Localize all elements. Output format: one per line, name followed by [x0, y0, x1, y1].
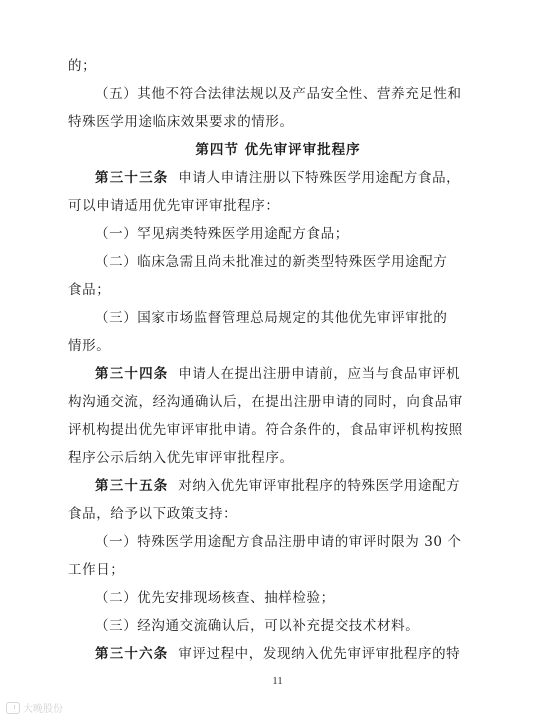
body-text-line: （一）特殊医学用途配方食品注册申请的审评时限为 30 个 [95, 534, 462, 550]
body-text-line: 程序公示后纳入优先审评审批程序。 [68, 450, 294, 466]
body-text-line: （五）其他不符合法律法规以及产品安全性、营养充足性和 [95, 86, 462, 102]
article-number: 第三十五条 [95, 478, 169, 494]
body-text-line: 情形。 [68, 338, 111, 354]
body-text-line: 食品； [68, 282, 111, 298]
article-number: 第三十六条 [95, 646, 169, 662]
body-text-line: 的； [68, 58, 97, 74]
body-text-line: 构沟通交流，经沟通确认后，在提出注册申请的同时，向食品审 [68, 394, 463, 410]
article-text: 申请人在提出注册申请前，应当与食品审评机 [168, 366, 461, 382]
article-line [68, 164, 488, 192]
article-line [68, 472, 488, 500]
article-line [68, 640, 488, 668]
article-number: 第三十四条 [95, 366, 169, 382]
body-text-line: （三）经沟通交流确认后，可以补充提交技术材料。 [95, 618, 420, 634]
body-text-line: （二）优先安排现场核查、抽样检验； [95, 590, 335, 606]
page-body [68, 52, 488, 668]
article-text: 审评过程中，发现纳入优先审评审批程序的特 [168, 646, 461, 662]
body-text-line: 特殊医学用途临床效果要求的情形。 [68, 114, 294, 130]
article-line [68, 360, 488, 388]
watermark [6, 700, 63, 715]
body-text-line: 评机构提出优先审评审批申请。符合条件的，食品审评机构按照 [68, 422, 463, 438]
body-text-line: 工作日； [68, 562, 125, 578]
body-text-line: 食品，给予以下政策支持： [68, 506, 238, 522]
watermark-text: 大晚股份 [23, 704, 63, 715]
watermark-logo-icon [6, 702, 20, 714]
body-text-line: （三）国家市场监督管理总局规定的其他优先审评审批的 [95, 310, 448, 326]
page-number: 11 [272, 675, 283, 687]
body-text-line: （二）临床急需且尚未批准过的新类型特殊医学用途配方 [95, 254, 448, 270]
section-heading: 第四节 优先审评审批程序 [195, 142, 361, 158]
article-text: 对纳入优先审评审批程序的特殊医学用途配方 [168, 478, 461, 494]
article-number: 第三十三条 [95, 170, 169, 186]
article-text: 申请人申请注册以下特殊医学用途配方食品， [168, 170, 461, 186]
body-text-line: （一）罕见病类特殊医学用途配方食品； [95, 226, 349, 242]
body-text-line: 可以申请适用优先审评审批程序： [68, 198, 280, 214]
